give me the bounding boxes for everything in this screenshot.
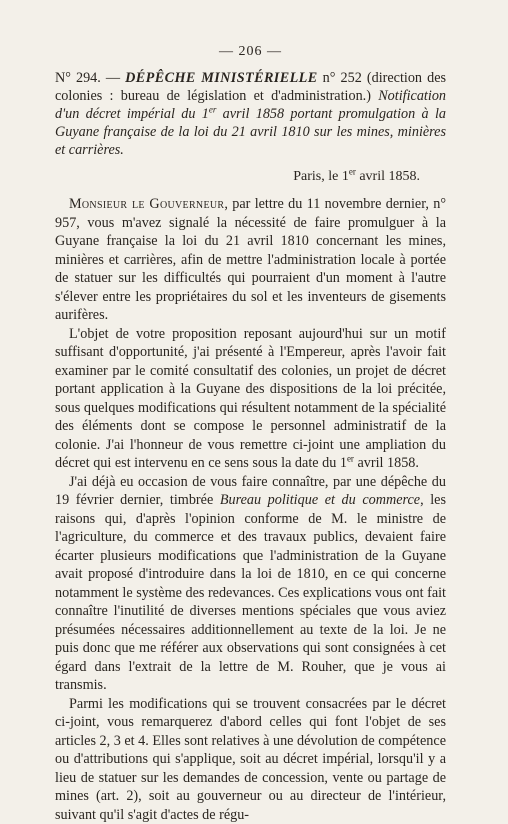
paragraph-3-italic: Bureau politique et du commerce	[220, 492, 420, 508]
paragraph-3-text-b: , les raisons qui, d'après l'opinion conforme de M. le ministre de l'agriculture, du commerce et des travaux publics, devaient faire écarter plusieurs modifications que l'administration de la Guyane avait proposé d'introduire dans la loi de 1810, en ce qui concerne notamment le système des redevances. Ces explications vous ont fait connaître l'inutilité de diverses mentions spéciales que vous aviez présumées nécessaires additionnellement au texte de la loi. Je ne puis donc que me référer aux observations qui sont consignées à cet égard dans l'extrait de la lettre de M. Rouher, que je vous ai transmis.	[55, 492, 446, 693]
paragraph-2-text-a: L'objet de votre proposition reposant aujourd'hui sur un motif suffisant d'opportunité, j'ai présenté à l'Empereur, après l'avoir fait examiner par le comité consultatif des colonies, un projet de décret portant application à la Guyane des dispositions de la loi précitée, sous quelques modifications qui résultent notamment de la spécialité des éléments dont se compose le personnel administratif de la colonie. J'ai l'honneur de vous remettre ci-joint une ampliation du décret qui est intervenu en ce sens sous la date du 1	[55, 326, 446, 472]
notification-text-a: Notification d'un décret impérial du 1	[55, 88, 446, 122]
document-heading	[55, 69, 446, 159]
paragraph-2-text-b: avril 1858.	[354, 455, 419, 471]
paragraph-2-sup: er	[347, 453, 354, 463]
notification-text-b: avril 1858 portant promulgation à la Guyane française de la loi du 21 avril 1810 sur les mines, minières et carrières.	[55, 106, 446, 158]
paragraph-3-text-a: J'ai déjà eu occasion de vous faire connaître, par une dépêche du 19 février dernier, timbrée	[55, 474, 446, 509]
paragraph-2	[55, 325, 446, 473]
service-reference: (direction des colonies : bureau de législation et d'administration.)	[55, 70, 446, 104]
date-line-b: avril 1858.	[359, 169, 420, 184]
date-line	[55, 169, 446, 185]
paragraph-1	[55, 195, 446, 325]
date-line-a: Paris, le 1	[293, 169, 349, 184]
document-number: N° 294. —	[55, 70, 120, 86]
paragraph-4: Parmi les modifications qui se trouvent consacrées par le décret ci-joint, vous remarquerez d'abord celles qui font l'objet de ses articles 2, 3 et 4. Elles sont relatives à une dévolution de compétence ou d'attributions qui s'applique, soit au décret impérial, lorsqu'il y a lieu de statuer sur les demandes de concession, vente ou partage de mines (art. 2), soit au gouverneur ou au directeur de l'intérieur, suivant qu'il s'agit d'actes de régu-	[55, 695, 446, 824]
notification-sup: er	[209, 104, 217, 114]
date-line-sup: er	[349, 166, 356, 176]
salutation: Monsieur le Gouverneur	[69, 196, 224, 212]
document-title: DÉPÊCHE MINISTÉRIELLE	[125, 70, 317, 86]
letter-body	[55, 195, 446, 824]
dispatch-reference: n° 252	[323, 70, 362, 86]
paragraph-1-text: , par lettre du 11 novembre dernier, n° 957, vous m'avez signalé la nécessité de faire promulguer à la Guyane française la loi du 21 avril 1810 concernant les mines, minières et carrières, afin de mettre l'administration locale à portée de statuer sur les difficultés qui pourraient d'un moment à l'autre s'élever entre les propriétaires du sol et les inventeurs de gisements aurifères.	[55, 196, 446, 323]
page-number: — 206 —	[55, 0, 446, 60]
paragraph-3	[55, 473, 446, 695]
